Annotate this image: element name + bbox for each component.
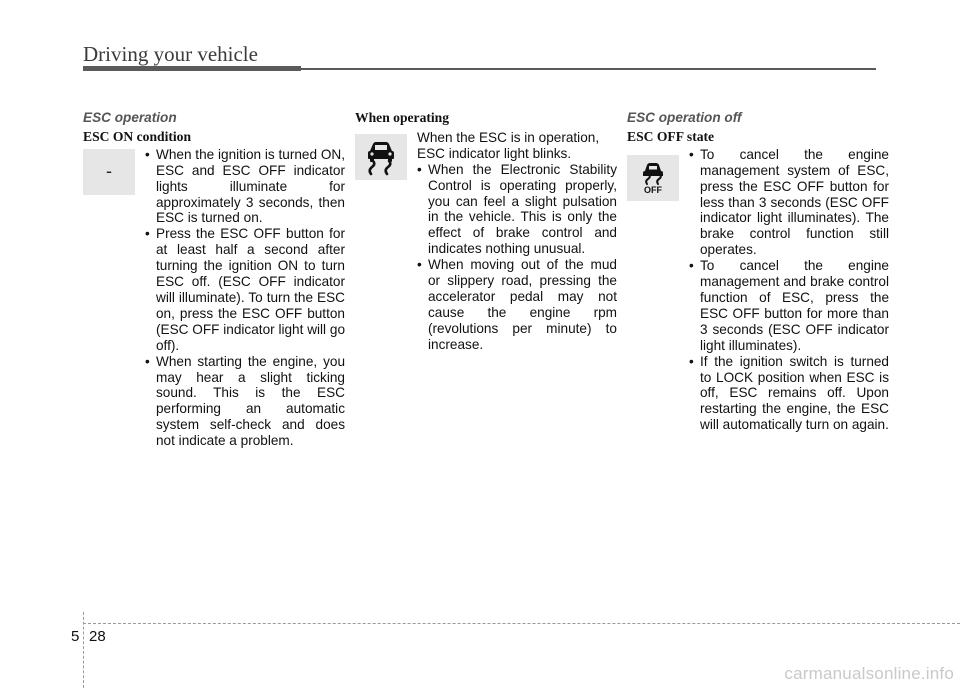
chapter-number: 5 bbox=[71, 628, 80, 645]
list-item: • When moving out of the mud or slippery road, pressing the accelerator pedal may not cause the engine rpm (revolutions per minute) to increase. bbox=[417, 257, 617, 352]
esc-off-car-icon bbox=[640, 161, 666, 185]
esc-off-indicator-icon bbox=[627, 155, 679, 201]
esc-skid-car-icon bbox=[355, 134, 407, 180]
page-number: 28 bbox=[89, 628, 106, 645]
watermark: carmanualsonline.info bbox=[784, 664, 954, 683]
esc-off-indicator-label: OFF bbox=[644, 184, 662, 195]
esc-on-indicator-icon bbox=[83, 149, 135, 195]
list-item: • When the Electronic Stability Control is operating properly, you can feel a slight pulsation in the vehicle. This is only the effect of brake control and indicates nothing unusual. bbox=[417, 162, 617, 257]
list-item: • Press the ESC OFF button for at least half a second after turning the ignition ON to turn ESC off. (ESC OFF indicator will illuminate). To turn the ESC on, press the ESC OFF button (ESC OFF indicator light will go off). bbox=[145, 226, 345, 353]
page-header-title: Driving your vehicle bbox=[83, 42, 258, 66]
esc-on-bullet-list bbox=[135, 147, 345, 449]
subheading-esc-off-state: ESC OFF state bbox=[627, 128, 715, 144]
subheading-when-operating: When operating bbox=[355, 110, 450, 125]
skid-car-icon bbox=[361, 137, 401, 177]
header-rule-thin bbox=[301, 68, 876, 70]
section-heading-esc-operation: ESC operation bbox=[83, 110, 177, 125]
header-rule-thick bbox=[83, 66, 301, 71]
list-item: • To cancel the engine management system of ESC, press the ESC OFF button for less than 3 seconds (ESC OFF indicator light illuminates). The brake control function still operates. bbox=[689, 147, 889, 258]
section-heading-esc-operation-off: ESC operation off bbox=[627, 110, 742, 125]
indicator-dash-label: - bbox=[106, 160, 112, 181]
column-esc-operation bbox=[83, 110, 345, 449]
when-operating-bullet-list bbox=[407, 162, 617, 353]
esc-off-row bbox=[627, 147, 889, 433]
list-item: • When the ignition is turned ON, ESC and ESC OFF indicator lights illuminate for approximately 3 seconds, then ESC is turned on. bbox=[145, 147, 345, 227]
footer-divider bbox=[83, 612, 84, 688]
list-item: • To cancel the engine management and brake control function of ESC, press the ESC OFF button for more than 3 seconds (ESC OFF indicator light illuminates). bbox=[689, 258, 889, 353]
footer-rule bbox=[83, 623, 960, 624]
column-esc-operation-off bbox=[627, 110, 889, 433]
column-when-operating bbox=[355, 110, 617, 353]
list-item: • When starting the engine, you may hear a slight ticking sound. This is the ESC performing an automatic system self-check and does not indicate a problem. bbox=[145, 354, 345, 449]
when-operating-row bbox=[355, 128, 617, 353]
esc-on-row bbox=[83, 147, 345, 449]
esc-off-bullet-list bbox=[679, 147, 889, 433]
subheading-esc-on-condition: ESC ON condition bbox=[83, 128, 192, 144]
when-operating-text bbox=[407, 128, 617, 353]
when-operating-lead: When the ESC is in operation, ESC indicator light blinks. bbox=[417, 129, 600, 161]
list-item: • If the ignition switch is turned to LOCK position when ESC is off, ESC remains off. Upon restarting the engine, the ESC will automatically turn on again. bbox=[689, 354, 889, 434]
